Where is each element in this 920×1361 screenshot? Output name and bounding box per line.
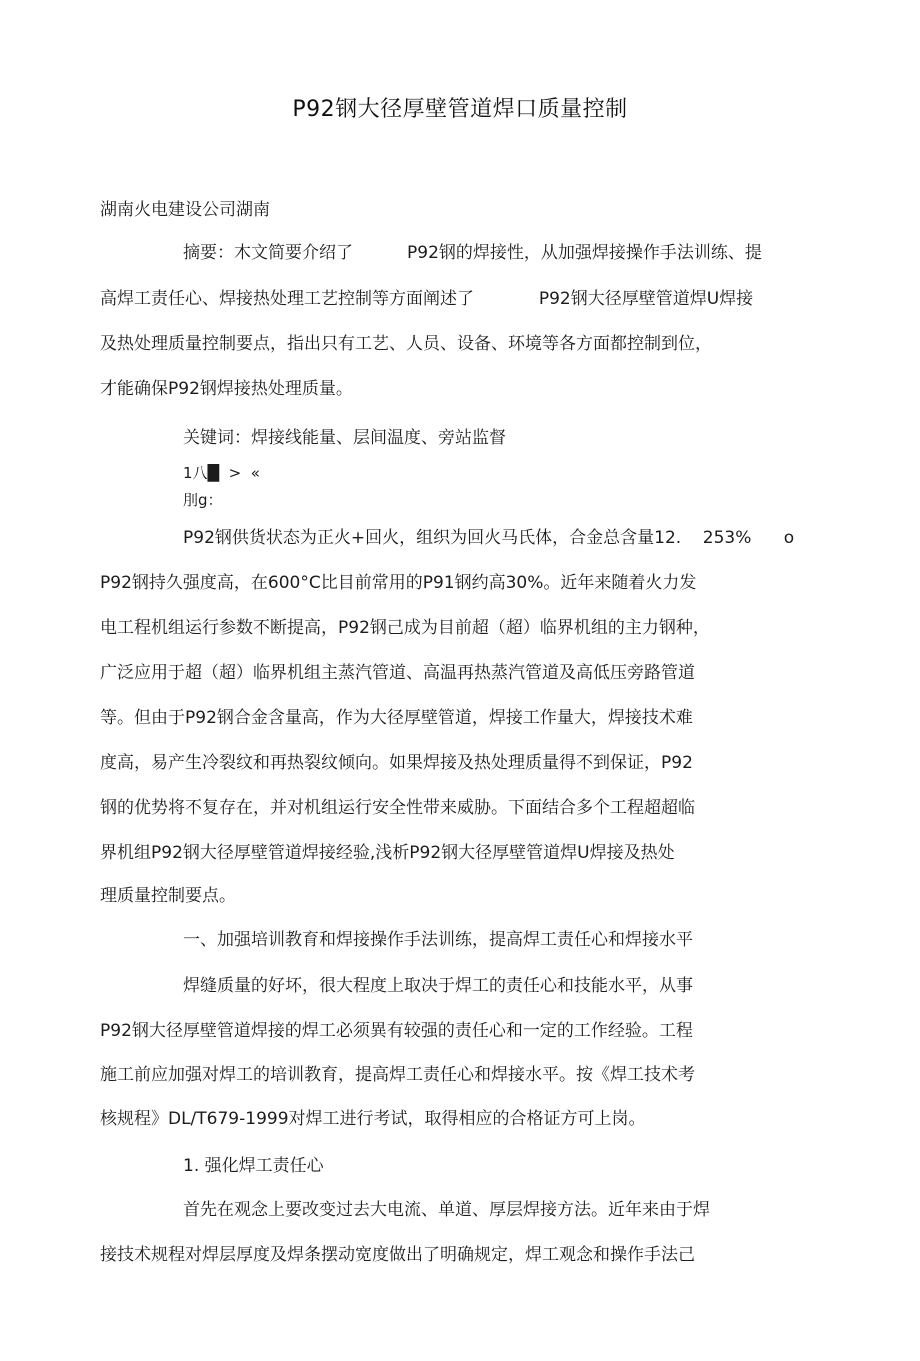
intro-line: 界机组P92钢大径厚壁管道焊接经验,浅析P92钢大径厚壁管道焊U焊接及热处 xyxy=(100,843,675,863)
document-title: P92钢大径厚壁管道焊口质量控制 xyxy=(292,97,628,122)
abstract-line: 高焊工责任心、焊接热处理工艺控制等方面阐述了 P92钢大径厚壁管道焊U焊接 xyxy=(100,289,754,309)
ocr-garble-line: 刖g： xyxy=(183,491,223,509)
section-body-line: 焊缝质量的好坏，很大程度上取决于焊工的责任心和技能水平，从事 xyxy=(183,976,693,996)
subsection-body-line: 接技术规程对焊层厚度及焊条摆动宽度做出了明确规定，焊工观念和操作手法己 xyxy=(100,1245,695,1265)
intro-line: 钢的优势将不复存在，并对机组运行安全性带来威胁。下面结合多个工程超超临 xyxy=(100,798,695,818)
author-line: 湖南火电建设公司湖南 xyxy=(100,200,270,220)
abstract-line: 才能确保P92钢焊接热处理质量。 xyxy=(100,379,353,399)
subsection-heading: 1. 强化焊工责任心 xyxy=(183,1156,324,1176)
abstract-line: 及热处理质量控制要点，指出只有工艺、人员、设备、环境等各方面都控制到位， xyxy=(100,334,712,354)
subsection-body-line: 首先在观念上要改变过去大电流、单道、厚层焊接方法。近年来由于焊 xyxy=(183,1200,710,1220)
intro-line: P92钢供货状态为正火+回火，组织为回火马氏体，合金总含量12. 253% o xyxy=(183,528,795,548)
section-heading: 一、加强培训教育和焊接操作手法训练，提高焊工责任心和焊接水平 xyxy=(183,930,693,950)
section-body-line: P92钢大径厚壁管道焊接的焊工必须異有较强的责任心和一定的工作经验。工程 xyxy=(100,1021,693,1041)
intro-line: 理质量控制要点。 xyxy=(100,886,236,906)
intro-line: 广泛应用于超（超）临界机组主蒸汽管道、高温再热蒸汽管道及高低压旁路管道 xyxy=(100,663,695,683)
keywords-line: 关键词：焊接线能量、层间温度、旁站监督 xyxy=(183,428,506,448)
intro-line: P92钢持久强度高，在600°C比目前常用的P91钢约高30%。近年来随着火力发 xyxy=(100,573,697,593)
section-body-line: 施工前应加强对焊工的培训教育，提高焊工责任心和焊接水平。按《焊工技术考 xyxy=(100,1065,695,1085)
section-body-line: 核规程》DL/T679-1999对焊工进行考试，取得相应的合格证方可上岗。 xyxy=(100,1109,646,1129)
ocr-garble-line: 1八█ > « xyxy=(183,464,260,482)
intro-line: 电工程机组运行参数不断提高，P92钢己成为目前超（超）临界机组的主力钢种， xyxy=(100,618,710,638)
intro-line: 度高，易产生冷裂纹和再热裂纹倾向。如果焊接及热处理质量得不到保证，P92 xyxy=(100,753,693,773)
abstract-line: 摘要：木文简要介绍了 P92钢的焊接性，从加强焊接操作手法训练、提 xyxy=(183,243,762,263)
intro-line: 等。但由于P92钢合金含量高，作为大径厚壁管道，焊接工作量大，焊接技术难 xyxy=(100,708,693,728)
